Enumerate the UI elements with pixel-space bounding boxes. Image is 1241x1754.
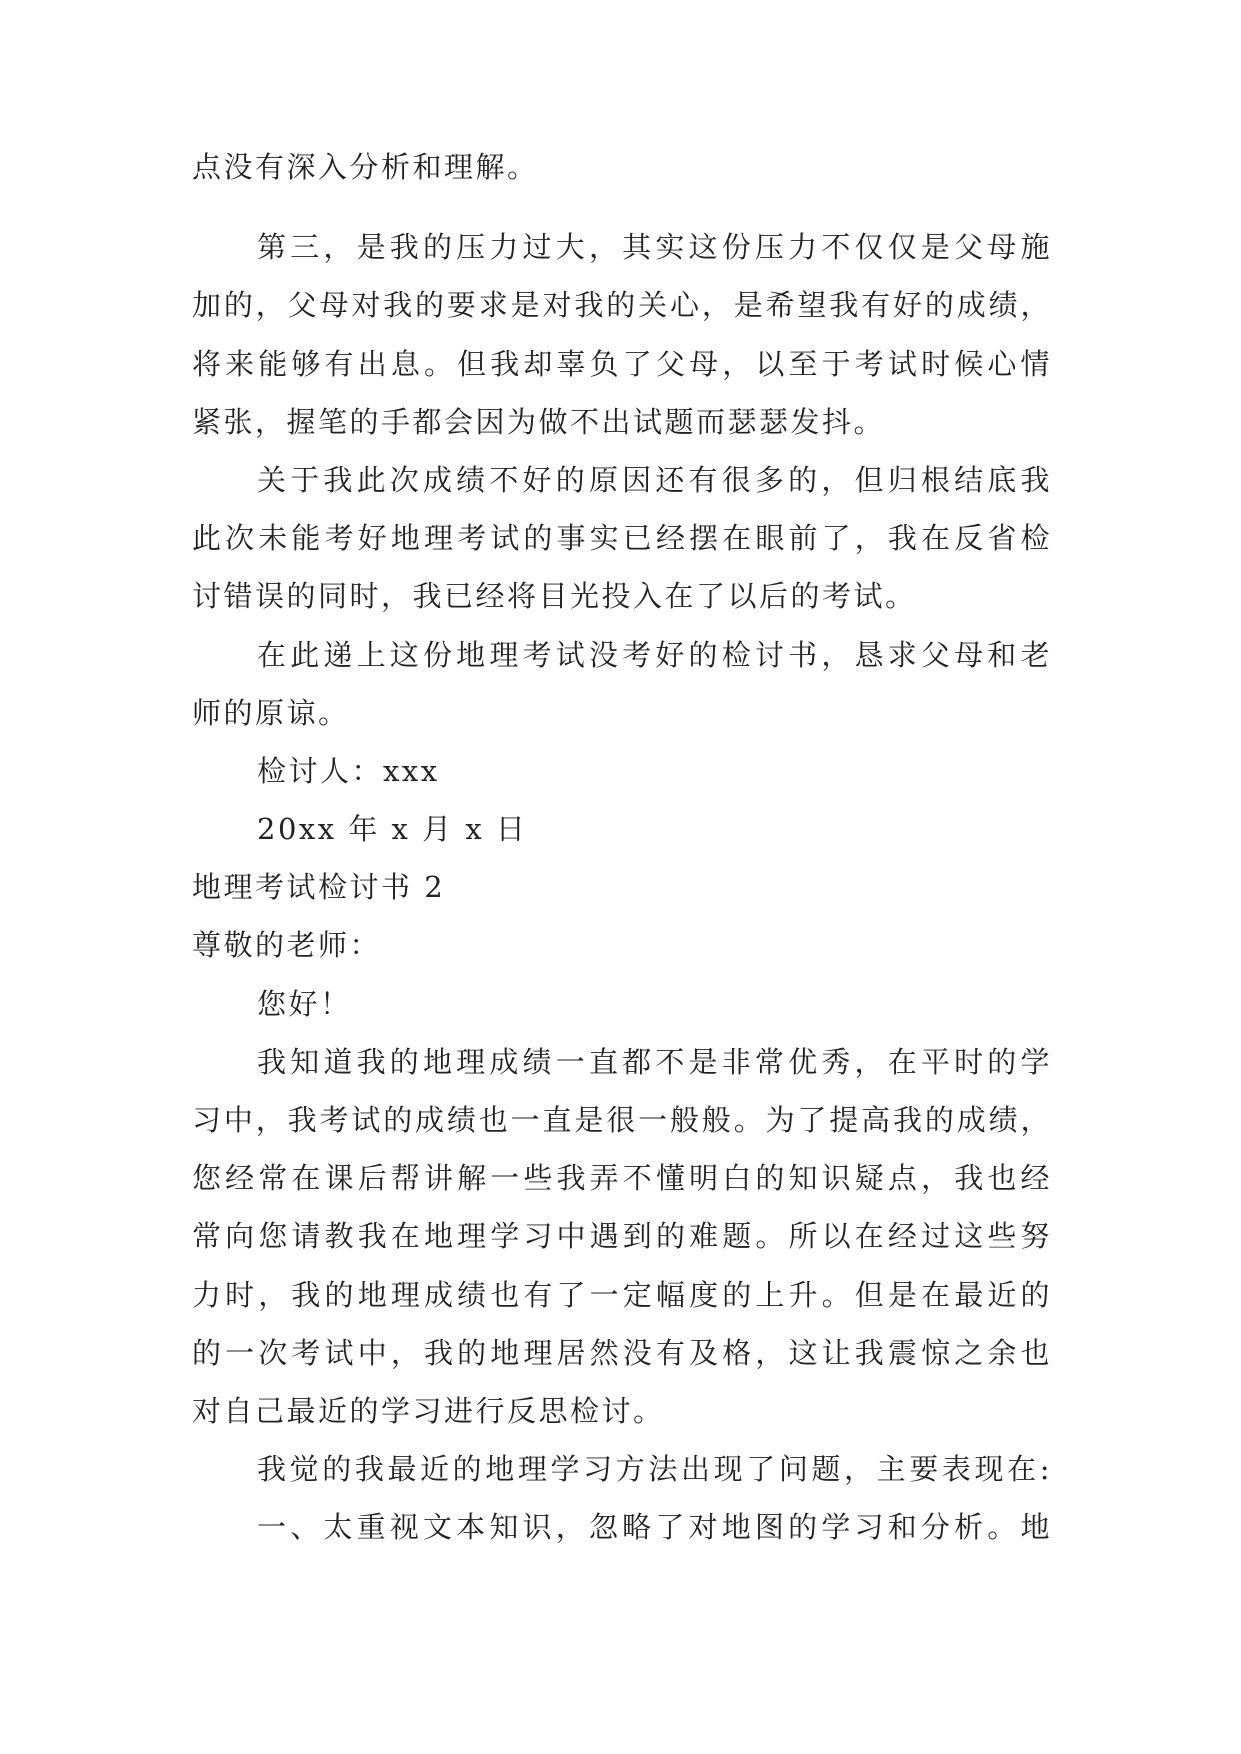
greeting-block: [192, 975, 1052, 1033]
greeting: 您好！: [257, 986, 352, 1021]
title-block: [192, 858, 1052, 916]
paragraph: [192, 1033, 1052, 1440]
text-line: 第三，是我的压力过大，其实这份压力不仅仅是父母施: [257, 230, 1052, 265]
signature-block: [192, 742, 1052, 800]
paragraph: [192, 626, 1052, 742]
salutation: 尊敬的老师：: [192, 928, 382, 963]
paragraph: [192, 1440, 1052, 1498]
document-title: 地理考试检讨书 2: [192, 870, 446, 905]
text-line: 在此递上这份地理考试没考好的检讨书，恳求父母和老: [257, 637, 1052, 672]
document-body: [192, 138, 1052, 1557]
text-line: 我觉的我最近的地理学习方法出现了问题，主要表现在:: [257, 1452, 1052, 1487]
paragraph: [192, 451, 1052, 626]
text-line: 一、太重视文本知识，忽略了对地图的学习和分析。地: [257, 1510, 1052, 1545]
text-line: 此次未能考好地理考试的事实已经摆在眼前了，我在反省检: [192, 521, 1052, 556]
text-line: 关于我此次成绩不好的原因还有很多的，但归根结底我: [257, 462, 1052, 497]
text-line: 将来能够有出息。但我却辜负了父母，以至于考试时候心情: [192, 346, 1052, 381]
date-line: 20xx 年 x 月 x 日: [257, 812, 528, 847]
paragraph: [192, 1498, 1052, 1556]
text-line: 紧张，握笔的手都会因为做不出试题而瑟瑟发抖。: [192, 404, 886, 439]
text-line: 加的，父母对我的要求是对我的关心，是希望我有好的成绩，: [192, 288, 1052, 323]
text-line: 点没有深入分析和理解。: [192, 150, 539, 184]
text-line: 讨错误的同时，我已经将目光投入在了以后的考试。: [192, 579, 917, 614]
text-line: 我知道我的地理成绩一直都不是非常优秀，在平时的学: [257, 1044, 1052, 1079]
paragraph: [192, 138, 1052, 196]
text-line: 师的原谅。: [192, 695, 350, 730]
paragraph: [192, 218, 1052, 451]
text-line: 习中，我考试的成绩也一直是很一般般。为了提高我的成绩，: [192, 1103, 1052, 1137]
date-block: [192, 800, 1052, 858]
text-line: 的一次考试中，我的地理居然没有及格，这让我震惊之余也: [192, 1335, 1052, 1370]
text-line: 对自己最近的学习进行反思检讨。: [192, 1393, 665, 1428]
text-line: 常向您请教我在地理学习中遇到的难题。所以在经过这些努: [192, 1219, 1052, 1254]
text-line: 您经常在课后帮讲解一些我弄不懂明白的知识疑点，我也经: [192, 1161, 1052, 1196]
text-line: 力时，我的地理成绩也有了一定幅度的上升。但是在最近的: [192, 1277, 1052, 1312]
salutation-block: [192, 916, 1052, 974]
signature-line: 检讨人：xxx: [257, 753, 440, 788]
